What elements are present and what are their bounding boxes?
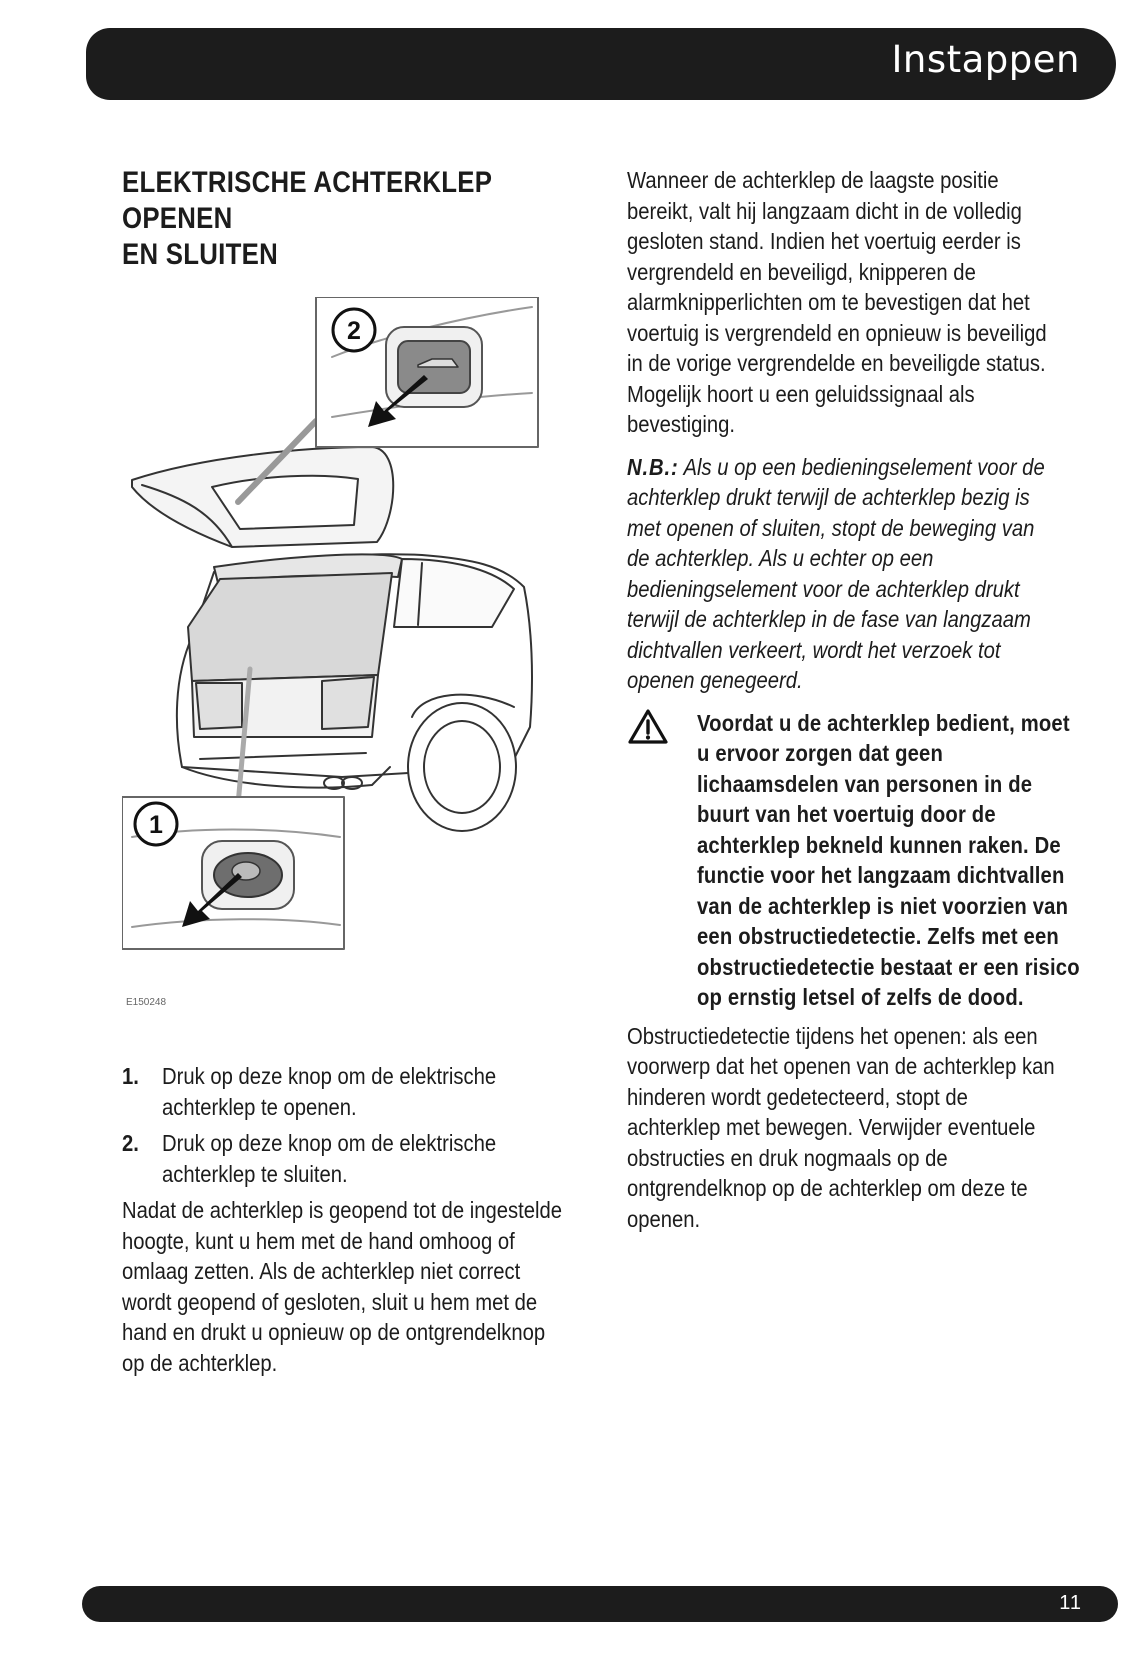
- text-line: voorwerp dat het openen van de achterklep kan: [627, 1053, 1055, 1079]
- note-text-line: de achterklep. Als u echter op een: [627, 545, 934, 571]
- manual-operation-paragraph: [122, 1195, 580, 1378]
- note-label: N.B.:: [627, 453, 679, 480]
- step-text-line: achterklep te sluiten.: [162, 1160, 348, 1187]
- header-bar: [86, 28, 1116, 100]
- text-line: vergrendeld en beveiligd, knipperen de: [627, 258, 976, 285]
- text-line: hoogte, kunt u hem met de hand omhoog of: [122, 1227, 515, 1254]
- text-line: bevestiging.: [627, 411, 736, 437]
- section-title-line-1: ELEKTRISCHE ACHTERKLEP OPENEN: [122, 166, 492, 235]
- warning-triangle-icon: [627, 708, 669, 746]
- note-text-line: dichtvallen verkeert, wordt het verzoek tot: [627, 636, 1001, 663]
- warning-block: [627, 708, 1089, 1013]
- text-line: achterklep met bewegen. Verwijder eventuele: [627, 1114, 1036, 1140]
- note-text-line: Als u op een bedieningselement voor de: [678, 453, 1045, 480]
- section-title-line-2: EN SLUITEN: [122, 238, 278, 271]
- step-text-line: achterklep te openen.: [162, 1093, 357, 1120]
- text-line: bereikt, valt hij langzaam dicht in de volledig: [627, 197, 1022, 224]
- step-number: 2.: [122, 1130, 139, 1156]
- note-text-line: terwijl de achterklep in de fase van langzaam: [627, 606, 1031, 632]
- steps-list: [122, 1061, 584, 1189]
- left-column: [122, 165, 584, 1378]
- warning-text-line: achterklep bekneld kunnen raken. De: [697, 831, 1061, 858]
- warning-text-line: buurt van het voertuig door de: [697, 801, 996, 827]
- note-text-line: bedieningselement voor de achterklep drukt: [627, 575, 1020, 602]
- text-line: voertuig is vergrendeld en opnieuw is beveiligd: [627, 319, 1047, 346]
- list-item: [122, 1128, 584, 1189]
- text-line: openen.: [627, 1205, 701, 1232]
- step-text-line: Druk op deze knop om de elektrische: [162, 1130, 497, 1156]
- callout-label-1: 1: [149, 811, 163, 839]
- step-text-line: Druk op deze knop om de elektrische: [162, 1063, 497, 1089]
- callout-label-2: 2: [347, 317, 361, 345]
- text-line: op de achterklep.: [122, 1349, 278, 1376]
- chapter-title: Instappen: [891, 38, 1080, 81]
- note-text-line: met openen of sluiten, stopt de beweging van: [627, 514, 1035, 541]
- text-line: Obstructiedetectie tijdens het openen: als een: [627, 1022, 1038, 1049]
- footer-bar: [82, 1586, 1118, 1622]
- figure-code: E150248: [126, 997, 167, 1008]
- warning-text-line: lichaamsdelen van personen in de: [697, 770, 1033, 797]
- text-line: alarmknipperlichten om te bevestigen dat het: [627, 289, 1030, 315]
- tailgate-panel: [188, 573, 392, 681]
- note-text-line: achterklep drukt terwijl de achterklep bezig is: [627, 484, 1030, 510]
- text-line: hand en drukt u opnieuw op de ontgrendelknop: [122, 1319, 546, 1345]
- warning-text-line: Voordat u de achterklep bedient, moet: [697, 709, 1070, 736]
- warning-text-line: functie voor het langzaam dichtvallen: [697, 862, 1065, 888]
- warning-text-line: een obstructiedetectie. Zelfs met een: [697, 923, 1059, 949]
- section-title: [122, 165, 586, 273]
- step-number: 1.: [122, 1063, 139, 1089]
- text-line: wordt geopend of gesloten, sluit u hem met de: [122, 1288, 538, 1315]
- note-block: [627, 452, 1085, 696]
- warning-text-line: van de achterklep is niet voorzien van: [697, 892, 1069, 919]
- note-text-line: openen genegeerd.: [627, 667, 803, 693]
- text-line: omlaag zetten. Als de achterklep niet correct: [122, 1258, 521, 1284]
- text-line: Nadat de achterklep is geopend tot de ingestelde: [122, 1197, 562, 1223]
- text-line: Wanneer de achterklep de laagste positie: [627, 167, 999, 193]
- text-line: Mogelijk hoort u een geluidssignaal als: [627, 380, 975, 407]
- warning-text-line: u ervoor zorgen dat geen: [697, 740, 944, 766]
- text-line: ontgrendelknop op de achterklep om deze te: [627, 1175, 1028, 1201]
- tailgate-drawing: [122, 297, 578, 997]
- text-line: gesloten stand. Indien het voertuig eerder is: [627, 228, 1021, 254]
- warning-text-line: obstructiedetectie bestaat er een risico: [697, 953, 1080, 980]
- text-line: obstructies en druk nogmaals op de: [627, 1144, 948, 1171]
- list-item: [122, 1061, 584, 1122]
- tailgate-illustration: [122, 297, 578, 1029]
- warning-text-line: op ernstig letsel of zelfs de dood.: [697, 984, 1024, 1010]
- right-column: [627, 165, 1089, 1234]
- page-number: 11: [1059, 1592, 1082, 1614]
- text-line: hinderen wordt gedetecteerd, stopt de: [627, 1083, 968, 1110]
- text-line: in de vorige vergrendelde en beveiligde status.: [627, 350, 1046, 376]
- closing-paragraph: [627, 165, 1085, 440]
- obstruction-paragraph: [627, 1021, 1085, 1235]
